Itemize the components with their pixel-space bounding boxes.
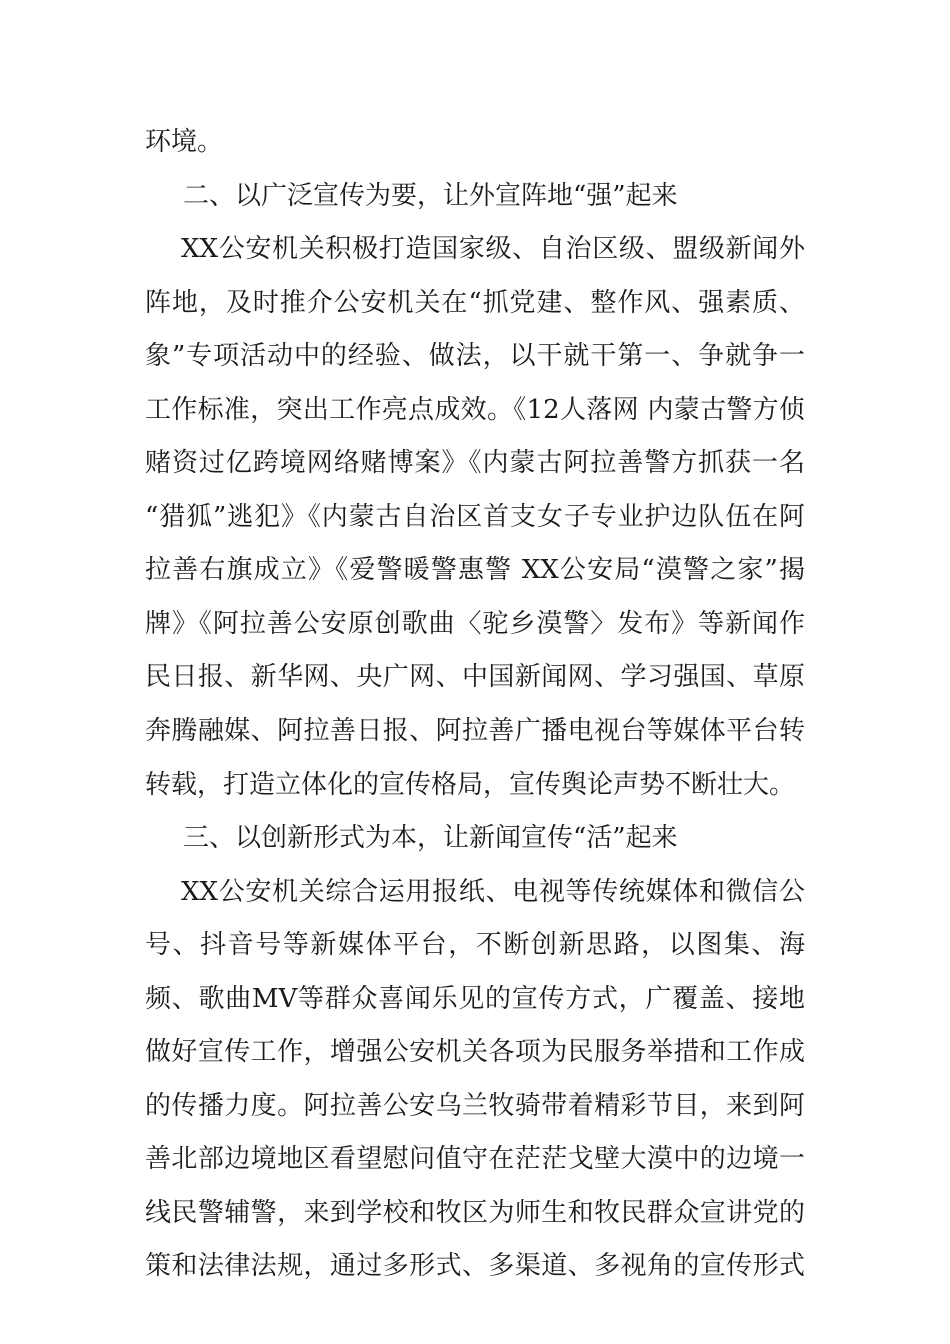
paragraph-line: 阵地，及时推介公安机关在“抓党建、整作风、强素质、 [145, 287, 805, 318]
paragraph-line: 赌资过亿跨境网络赌博案》《内蒙古阿拉善警方抓获一名 [145, 448, 805, 479]
paragraph-line: XX公安机关积极打造国家级、自治区级、盟级新闻外 [181, 234, 805, 265]
paragraph-line: 工作标准，突出工作亮点成效。《12人落网 内蒙古警方侦 [145, 394, 805, 425]
paragraph-2 [145, 223, 805, 812]
paragraph-line: 牌》《阿拉善公安原创歌曲〈驼乡漠警〉发布》等新闻作 [145, 608, 805, 639]
paragraph-line: 的传播力度。阿拉善公安乌兰牧骑带着精彩节目，来到阿 [145, 1090, 805, 1121]
section-heading-3: 三、以创新形式为本，让新闻宣传“活”起来 [183, 823, 678, 854]
paragraph-line: 线民警辅警，来到学校和牧区为师生和牧民群众宣讲党的 [145, 1197, 805, 1228]
paragraph-line: 民日报、新华网、央广网、中国新闻网、学习强国、草原 [145, 662, 805, 693]
section-heading-2: 二、以广泛宣传为要，让外宣阵地“强”起来 [183, 180, 678, 211]
paragraph-line: 环境。 [145, 127, 224, 157]
paragraph-line: “猎狐”逃犯》《内蒙古自治区首支女子专业护边队伍在阿 [145, 501, 805, 532]
paragraph-3 [145, 866, 805, 1294]
paragraph-line: 策和法律法规，通过多形式、多渠道、多视角的宣传形式 [145, 1251, 805, 1282]
paragraph-line: 象”专项活动中的经验、做法，以干就干第一、争就争一 [145, 341, 805, 372]
paragraph-line: 善北部边境地区看望慰问值守在茫茫戈壁大漠中的边境一 [145, 1144, 805, 1175]
paragraph-line: 做好宣传工作，增强公安机关各项为民服务举措和工作成 [145, 1037, 805, 1068]
paragraph-line: 号、抖音号等新媒体平台，不断创新思路，以图集、海 [145, 930, 805, 961]
paragraph-line: 拉善右旗成立》《爱警暖警惠警 XX公安局“漠警之家”揭 [145, 555, 805, 586]
paragraph-line: 频、歌曲MV等群众喜闻乐见的宣传方式，广覆盖、接地 [145, 983, 805, 1014]
paragraph-line: XX公安机关综合运用报纸、电视等传统媒体和微信公 [181, 876, 805, 907]
paragraph-line: 奔腾融媒、阿拉善日报、阿拉善广播电视台等媒体平台转 [145, 716, 805, 747]
document-page [145, 116, 805, 1294]
paragraph-line: 转载，打造立体化的宣传格局，宣传舆论声势不断壮大。 [145, 769, 796, 800]
